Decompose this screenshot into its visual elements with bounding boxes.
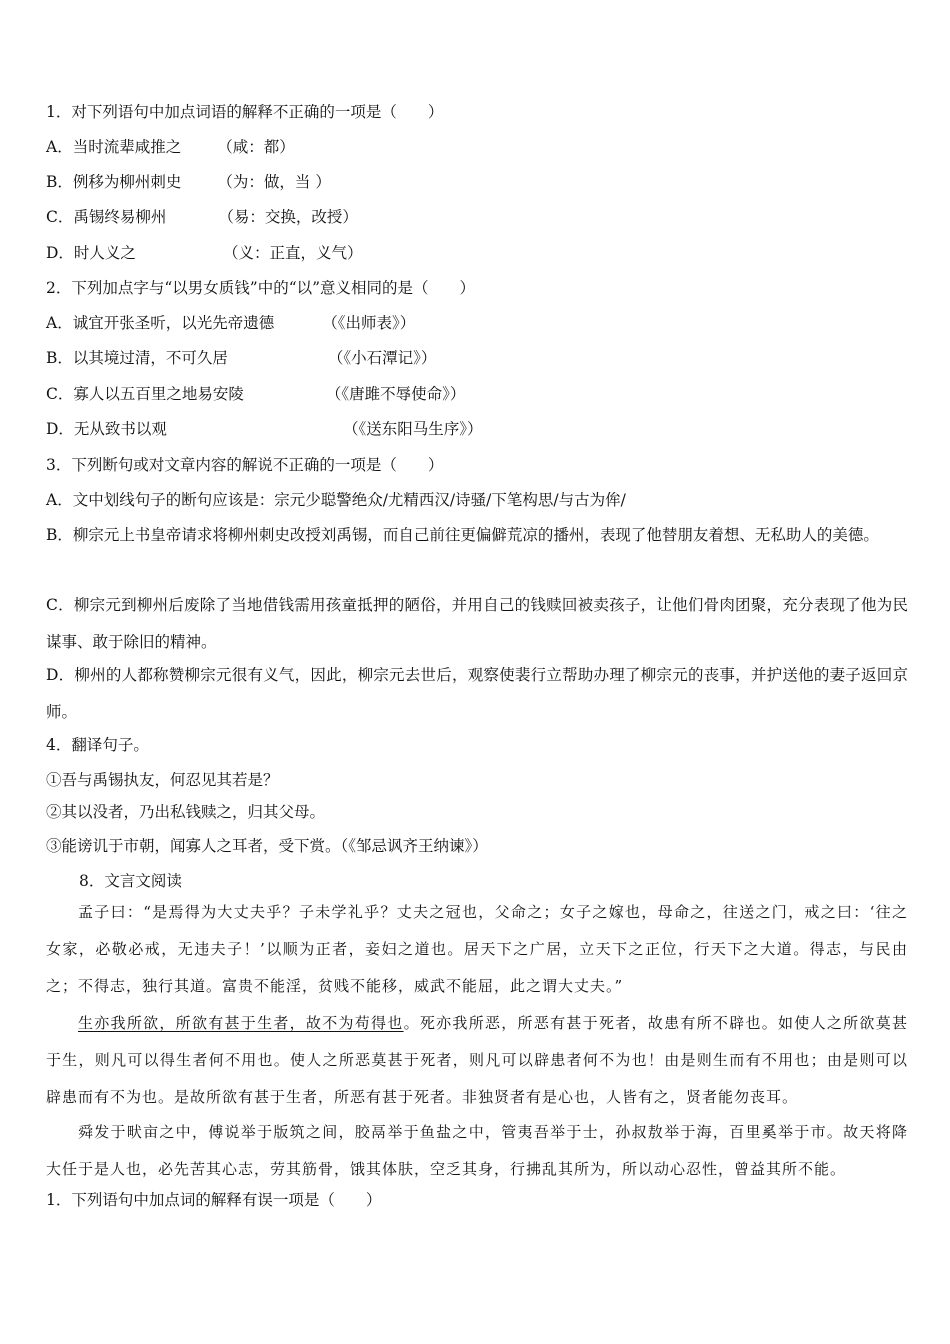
option-text: A．当时流辈咸推之 bbox=[46, 138, 182, 156]
q1-option-b bbox=[46, 171, 331, 193]
option-note: （易：交换，改授） bbox=[218, 208, 358, 226]
q3-option-b: B．柳宗元上书皇帝请求将柳州刺史改授刘禹锡，而自己前往更偏僻荒凉的播州，表现了他替朋友着想、无私助人的美德。 bbox=[46, 526, 879, 544]
q3-option-a: A．文中划线句子的断句应该是：宗元少聪警绝众/尤精西汉/诗骚/下笔构思/与古为侔/ bbox=[46, 491, 626, 509]
q1-option-c bbox=[46, 206, 358, 228]
q2-option-a bbox=[46, 312, 415, 334]
option-note: （《送东阳马生序》） bbox=[342, 420, 483, 438]
section8-q1-stem: 1．下列语句中加点词的解释有误一项是（ ） bbox=[46, 1191, 382, 1209]
q4-stem: 4．翻译句子。 bbox=[46, 736, 149, 754]
option-note: （为：做，当 ） bbox=[217, 173, 331, 191]
q4-item-1: ①吾与禹锡执友，何忍见其若是？ bbox=[46, 771, 279, 789]
q3-option-d: D．柳州的人都称赞柳宗元很有义气，因此，柳宗元去世后，观察使裴行立帮助办理了柳宗元的丧事，并护送他的妻子返回京师。 bbox=[46, 666, 908, 721]
option-text: B．以其境过清，不可久居 bbox=[46, 349, 228, 367]
q2-option-b bbox=[46, 347, 436, 369]
option-text: C．禹锡终易柳州 bbox=[46, 208, 167, 226]
q3-stem: 3．下列断句或对文章内容的解说不正确的一项是（ ） bbox=[46, 456, 444, 474]
underlined-sentence: 生亦我所欲，所欲有甚于生者，故不为苟得也 bbox=[78, 1014, 404, 1032]
q1-option-a bbox=[46, 136, 295, 158]
paragraph-text: 。死亦我所恶，所恶有甚于死者，故患有所不辟也。如使人之所欲莫甚于生，则凡可以得生者何不用也。使人之所恶莫甚于死者，则凡可以辟患者何不为也！由是则生而有不用也；由是则可以辟患而有不为也。是故所欲有甚于生者，所恶有甚于死者。非独贤者有是心也，人皆有之，贤者能勿丧耳。 bbox=[46, 1014, 908, 1106]
option-note: （《唐雎不辱使命》） bbox=[325, 385, 466, 403]
option-note: （《出师表》） bbox=[322, 314, 416, 332]
passage-paragraph-2 bbox=[46, 1005, 908, 1116]
q2-option-d bbox=[46, 418, 482, 440]
q4-item-3: ③能谤讥于市朝，闻寡人之耳者，受下赏。（《邹忌讽齐王纳谏》） bbox=[46, 837, 488, 855]
option-text: D．时人义之 bbox=[46, 244, 136, 262]
option-note: （义：正直，义气） bbox=[222, 244, 363, 262]
passage-paragraph-3: 舜发于畎亩之中，傅说举于版筑之间，胶鬲举于鱼盐之中，管夷吾举于士，孙叔敖举于海，百里奚举于市。故天将降大任于是人也，必先苦其心志，劳其筋骨，饿其体肤，空乏其身，行拂乱其所为，所以动心忍性，曾益其所不能。 bbox=[46, 1123, 908, 1178]
q1-option-d bbox=[46, 242, 362, 264]
section-title: 8．文言文阅读 bbox=[79, 872, 182, 890]
option-text: A．诚宜开张圣听，以光先帝遗德 bbox=[46, 314, 275, 332]
option-note: （《小石潭记》） bbox=[327, 349, 437, 367]
option-note: （咸：都） bbox=[217, 138, 295, 156]
q3-option-c: C．柳宗元到柳州后废除了当地借钱需用孩童抵押的陋俗，并用自己的钱赎回被卖孩子，让他们骨肉团聚，充分表现了他为民谋事、敢于除旧的精神。 bbox=[46, 596, 908, 651]
q2-stem: 2．下列加点字与“以男女质钱”中的“以”意义相同的是（ ） bbox=[46, 279, 476, 297]
option-text: B．例移为柳州刺史 bbox=[46, 173, 182, 191]
q2-option-c bbox=[46, 383, 465, 405]
q1-stem: 1．对下列语句中加点词语的解释不正确的一项是（ ） bbox=[46, 103, 444, 121]
option-text: D．无从致书以观 bbox=[46, 420, 167, 438]
option-text: C．寡人以五百里之地易安陵 bbox=[46, 385, 244, 403]
passage-paragraph-1: 孟子曰：“是焉得为大丈夫乎？子未学礼乎？丈夫之冠也，父命之；女子之嫁也，母命之，往送之门，戒之曰：‘往之女家，必敬必戒，无违夫子！’以顺为正者，妾妇之道也。居天下之广居，立天下之正位，行天下之大道。得志，与民由之；不得志，独行其道。富贵不能淫，贫贱不能移，威武不能屈，此之谓大丈夫。” bbox=[46, 903, 908, 995]
q4-item-2: ②其以没者，乃出私钱赎之，归其父母。 bbox=[46, 803, 326, 821]
